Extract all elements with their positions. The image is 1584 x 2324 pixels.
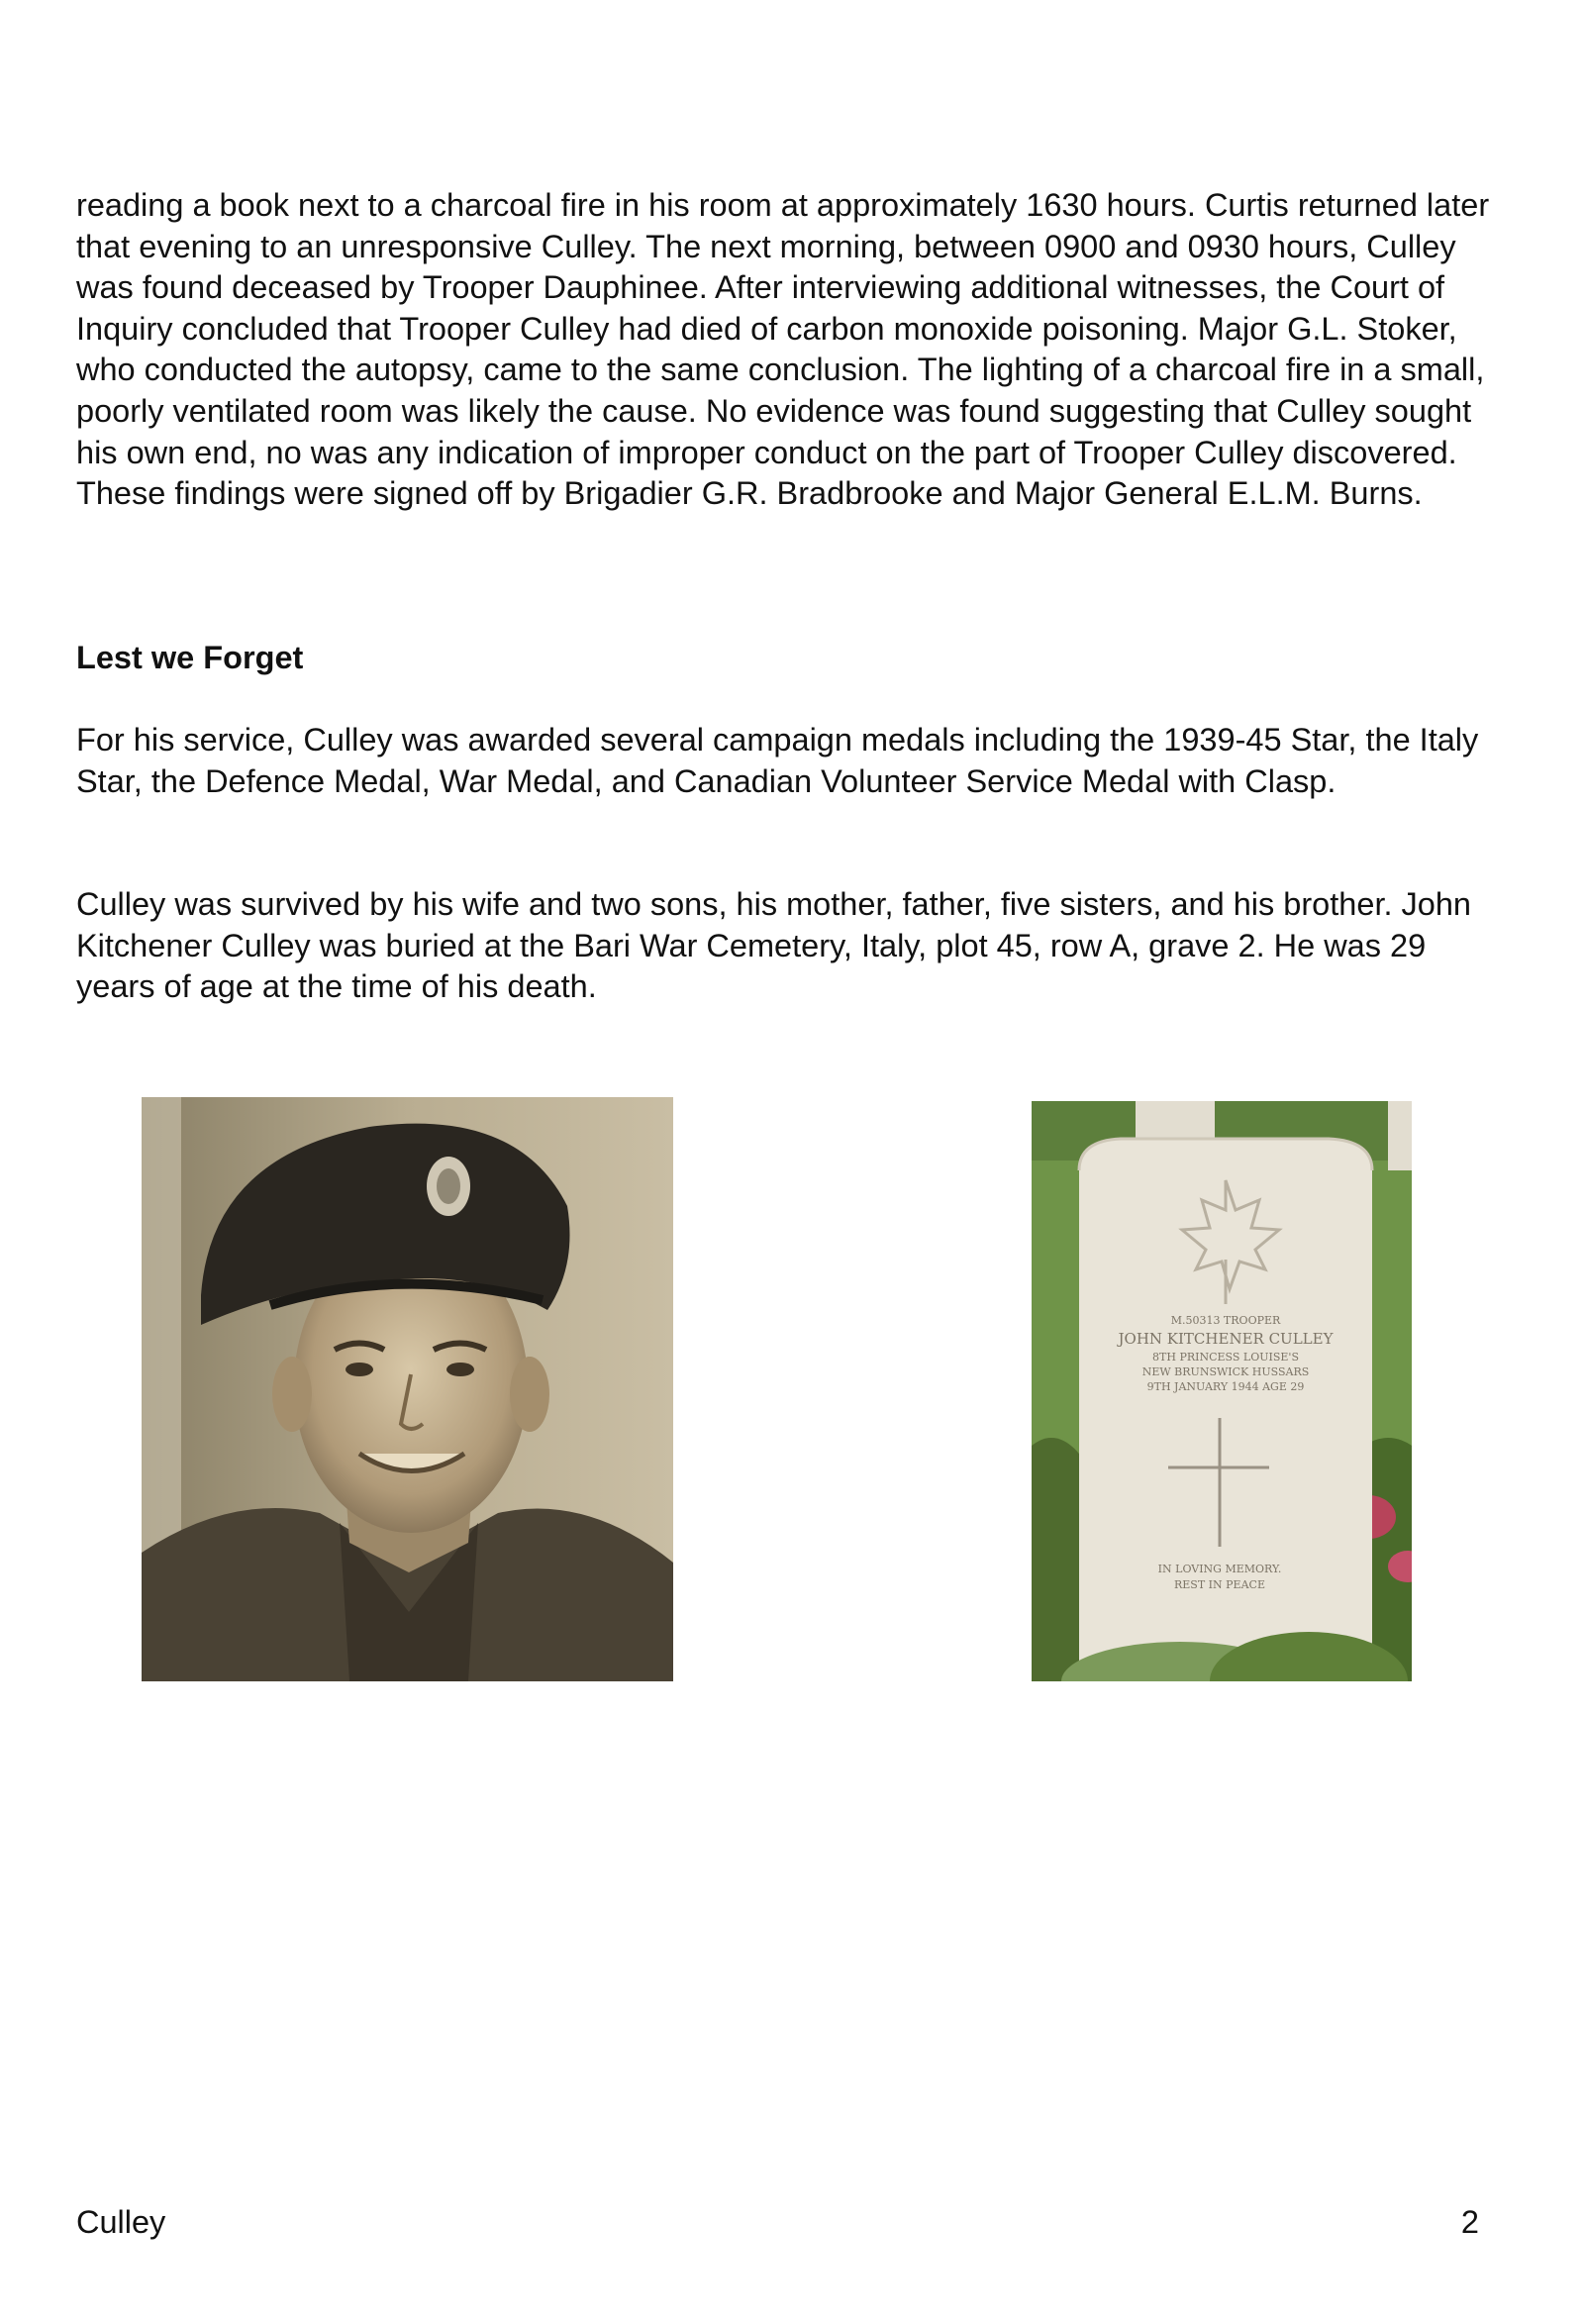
footer-name: Culley xyxy=(76,2204,166,2240)
headstone-epitaph-line-1: IN LOVING MEMORY. xyxy=(1157,1563,1282,1575)
headstone-illustration xyxy=(1032,1101,1412,1681)
section-heading: Lest we Forget xyxy=(76,640,304,675)
portrait-photo xyxy=(142,1097,673,1681)
headstone-photo xyxy=(1032,1101,1412,1681)
body-paragraph-burial: Culley was survived by his wife and two sons, his mother, father, five sisters, and his brother. John Kitchener Culley was buried at the Bari War Cemetery, Italy, plot 45, row A, grave 2. He was 29 years of age at the time of his death. xyxy=(76,886,1472,1005)
body-paragraph-inquiry: reading a book next to a charcoal fire in his room at approximately 1630 hours. Curtis returned later that evening to an unresponsive Culley. The next morning, between 0900 and 0930 hours, Culley was found deceased by Trooper Dauphinee. After interviewing additional witnesses, the Court of Inquiry concluded that Trooper Culley had died of carbon monoxide poisoning. Major G.L. Stoker, who conducted the autopsy, came to the same conclusion. The lighting of a charcoal fire in a small, poorly ventilated room was likely the cause. No evidence was found suggesting that Culley sought his own end, no was any indication of improper conduct on the part of Trooper Culley discovered. These findings were signed off by Brigadier G.R. Bradbrooke and Major General E.L.M. Burns. xyxy=(76,187,1490,512)
headstone-service-line: M.50313 TROOPER xyxy=(1170,1314,1281,1327)
page-number: 2 xyxy=(1460,2204,1479,2240)
headstone-regiment-line-2: NEW BRUNSWICK HUSSARS xyxy=(1141,1365,1310,1378)
headstone-epitaph-line-2: REST IN PEACE xyxy=(1174,1578,1265,1591)
body-paragraph-medals: For his service, Culley was awarded several campaign medals including the 1939-45 Star, the Italy Star, the Defence Medal, War Medal, and Canadian Volunteer Service Medal with Clasp. xyxy=(76,722,1479,799)
headstone-name-line: JOHN KITCHENER CULLEY xyxy=(1118,1330,1334,1348)
headstone-regiment-line-1: 8TH PRINCESS LOUISE'S xyxy=(1152,1351,1299,1364)
portrait-illustration xyxy=(142,1097,673,1681)
headstone-date-line: 9TH JANUARY 1944 AGE 29 xyxy=(1146,1380,1305,1393)
